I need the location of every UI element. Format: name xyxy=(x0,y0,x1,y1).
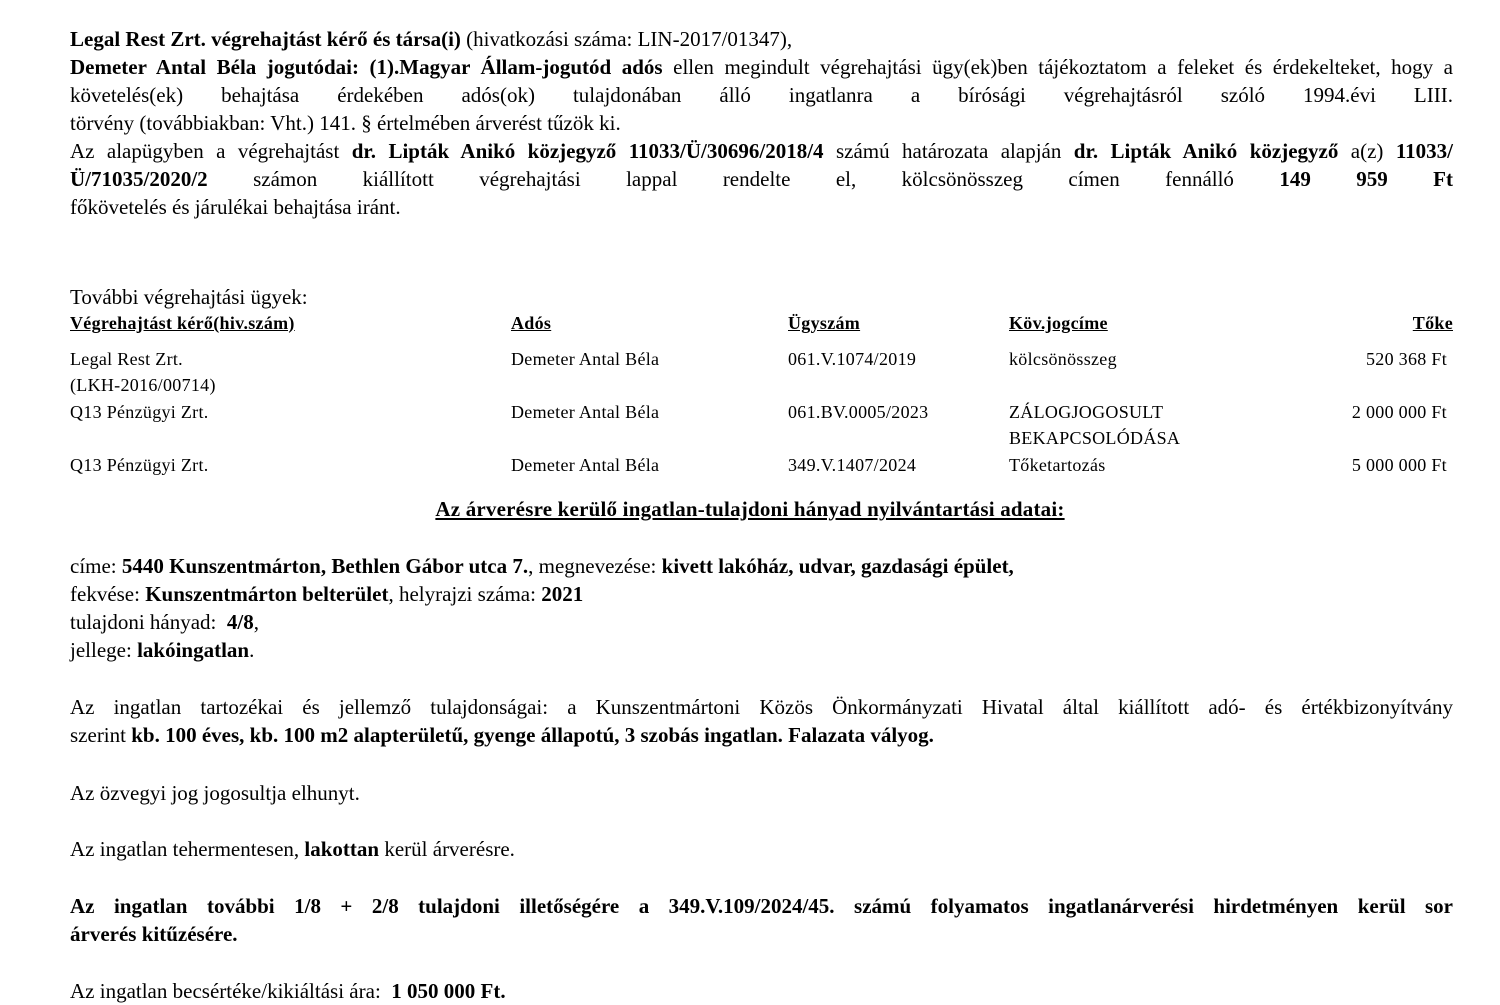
other-cases-title: További végrehajtási ügyek: xyxy=(70,285,308,309)
row-2-claim-cont: BEKAPCSOLÓDÁSA xyxy=(1009,428,1181,448)
row-1-debtor: Demeter Antal Béla xyxy=(511,349,660,369)
status-occupied: lakottan xyxy=(304,837,380,861)
address-label: címe: xyxy=(70,554,122,578)
type-suffix: . xyxy=(249,638,255,662)
intro-line-1 xyxy=(70,25,1453,53)
property-share: 4/8 xyxy=(226,610,254,634)
principal-amount: 149 959 Ft xyxy=(1279,167,1453,191)
header-debtor: Adós xyxy=(511,313,552,333)
property-section-title: Az árverésre kerülő ingatlan-tulajdoni hányad nyilvántartási adatai: xyxy=(435,497,1065,521)
status-text-a: Az ingatlan tehermentesen, xyxy=(70,837,305,861)
row-1-claim: kölcsönösszeg xyxy=(1009,349,1117,369)
property-price-line xyxy=(70,977,506,1005)
property-location: Kunszentmárton belterület xyxy=(145,582,389,606)
row-3-case: 349.V.1407/2024 xyxy=(788,455,917,475)
name-label: , megnevezése: xyxy=(528,554,662,578)
debtor-name: Demeter Antal Béla jogutódai: (1).Magyar Állam-jogutód adós xyxy=(70,55,663,79)
intro-notice-text: ellen megindult végrehajtási ügy(ek)ben tájékoztatom a feleket és érdekelteket, hogy a követelés(ek) behajtása érdekében adós(ok) tulajdonában álló ingatlanra a bírósági végrehajtásról szóló 1994.évi LIII. xyxy=(70,55,1454,107)
features-prefix: szerint xyxy=(70,723,132,747)
property-name: kivett lakóház, udvar, gazdasági épület, xyxy=(661,554,1014,578)
type-label: jellege: xyxy=(70,638,138,662)
property-location-line xyxy=(70,580,583,608)
property-features-line-2 xyxy=(70,721,1453,749)
reference-number: (hivatkozási száma: LIN-2017/01347), xyxy=(460,27,793,51)
order-text-g: számon kiállított végrehajtási lappal rendelte el, kölcsönösszeg címen fennálló xyxy=(207,167,1280,191)
order-notary: dr. Lipták Anikó közjegyző xyxy=(1073,139,1339,163)
intro-paragraph-2-end xyxy=(70,109,1453,137)
property-type-line xyxy=(70,636,254,664)
parcel-label: , helyrajzi száma: xyxy=(388,582,542,606)
share-suffix: , xyxy=(253,610,259,634)
header-capital: Tőke xyxy=(1412,313,1453,333)
order-text-a: Az alapügyben a végrehajtást xyxy=(70,139,352,163)
order-notary-ref: dr. Lipták Anikó közjegyző 11033/Ü/30696/2018/4 xyxy=(351,139,824,163)
order-text-c: számú határozata alapján xyxy=(823,139,1074,163)
order-case-number: 11033/Ü/71035/2020/2 xyxy=(70,139,1453,191)
header-creditor: Végrehajtást kérő(hiv.szám) xyxy=(70,313,295,333)
header-claim-type: Köv.jogcíme xyxy=(1009,313,1108,333)
header-case-number: Ügyszám xyxy=(788,313,861,333)
order-text-end: főkövetelés és járulékai behajtása iránt. xyxy=(70,195,401,219)
row-3-debtor: Demeter Antal Béla xyxy=(511,455,660,475)
property-parcel: 2021 xyxy=(541,582,584,606)
row-3-claim: Tőketartozás xyxy=(1009,455,1106,475)
row-1-amount: 520 368 Ft xyxy=(1365,349,1447,369)
property-status-line xyxy=(70,835,515,863)
other-cases-table xyxy=(70,310,1453,475)
price-label: Az ingatlan becsértéke/kikiáltási ára: xyxy=(70,979,392,1003)
row-2-claim: ZÁLOGJOGOSULT xyxy=(1009,402,1164,422)
row-1-ref: (LKH-2016/00714) xyxy=(70,375,216,395)
row-2-debtor: Demeter Antal Béla xyxy=(511,402,660,422)
location-label: fekvése: xyxy=(70,582,146,606)
property-features-line-1: Az ingatlan tartozékai és jellemző tulajdonságai: a Kunszentmártoni Közös Önkormányzati Hivatal által kiállított adó- és értékbizonyítvány xyxy=(70,695,1453,719)
row-3-creditor: Q13 Pénzügyi Zrt. xyxy=(70,455,209,475)
property-price: 1 050 000 Ft xyxy=(391,979,501,1003)
property-address: 5440 Kunszentmárton, Bethlen Gábor utca 7. xyxy=(121,554,529,578)
order-text-e: a(z) xyxy=(1338,139,1396,163)
further-share-line-2: árverés kitűzésére. xyxy=(70,922,238,946)
intro-paragraph-3-end xyxy=(70,193,1453,221)
row-2-case: 061.BV.0005/2023 xyxy=(788,402,929,422)
creditor-name: Legal Rest Zrt. végrehajtást kérő és társa(i) xyxy=(70,27,461,51)
row-1-case: 061.V.1074/2019 xyxy=(788,349,917,369)
property-address-line xyxy=(70,552,1014,580)
row-2-creditor: Q13 Pénzügyi Zrt. xyxy=(70,402,209,422)
status-text-c: kerül árverésre. xyxy=(379,837,515,861)
property-type: lakóingatlan xyxy=(137,638,250,662)
share-label: tulajdoni hányad: xyxy=(70,610,227,634)
widow-right-note: Az özvegyi jog jogosultja elhunyt. xyxy=(70,781,360,805)
intro-notice-text-end: törvény (továbbiakban: Vht.) 141. § értelmében árverést tűzök ki. xyxy=(70,111,621,135)
further-share-line-1: Az ingatlan további 1/8 + 2/8 tulajdoni illetőségére a 349.V.109/2024/45. számú folyamatos ingatlanárverési hirdetményen kerül sor xyxy=(70,894,1453,918)
property-share-line xyxy=(70,608,259,636)
property-features: kb. 100 éves, kb. 100 m2 alapterületű, gyenge állapotú, 3 szobás ingatlan. Falazata vályog. xyxy=(131,723,934,747)
row-3-amount: 5 000 000 Ft xyxy=(1351,455,1447,475)
row-1-creditor: Legal Rest Zrt. xyxy=(70,349,183,369)
price-suffix: . xyxy=(500,979,506,1003)
intro-paragraph-3 xyxy=(70,137,1453,193)
intro-paragraph-2 xyxy=(70,53,1453,109)
row-2-amount: 2 000 000 Ft xyxy=(1351,402,1447,422)
